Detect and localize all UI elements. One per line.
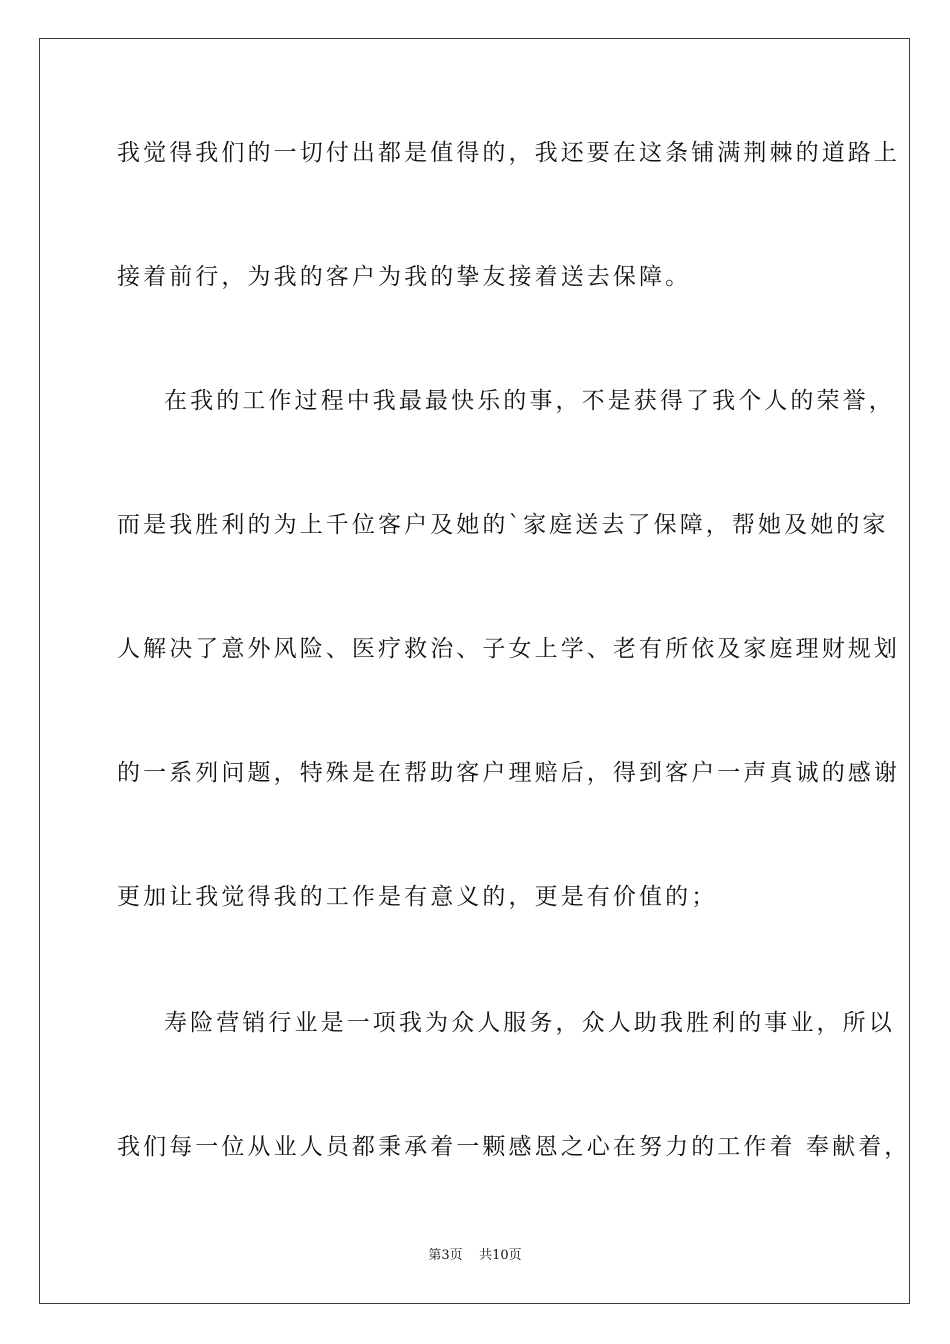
body-text-line: 接着前行，为我的客户为我的挚友接着送去保障。 [117, 264, 692, 290]
page-frame [39, 38, 910, 1304]
page-total: 共10页 [479, 1248, 522, 1263]
paragraph-start-line: 在我的工作过程中我最最快乐的事，不是获得了我个人的荣誉， [164, 388, 895, 414]
page-number: 第3页 [428, 1248, 463, 1263]
paragraph-start-line: 寿险营销行业是一项我为众人服务，众人助我胜利的事业，所以 [164, 1010, 895, 1036]
body-text-line: 而是我胜利的为上千位客户及她的`家庭送去了保障，帮她及她的家 [117, 512, 889, 538]
body-text-line: 更加让我觉得我的工作是有意义的，更是有价值的； [117, 884, 718, 910]
page-footer [0, 1247, 950, 1265]
body-text-line: 的一系列问题，特殊是在帮助客户理赔后，得到客户一声真诚的感谢 [117, 760, 900, 786]
body-text-line: 我觉得我们的一切付出都是值得的，我还要在这条铺满荆棘的道路上 [117, 140, 900, 166]
body-text-line: 人解决了意外风险、医疗救治、子女上学、老有所依及家庭理财规划 [117, 636, 900, 662]
body-text-line: 我们每一位从业人员都秉承着一颗感恩之心在努力的工作着 奉献着， [117, 1134, 911, 1160]
